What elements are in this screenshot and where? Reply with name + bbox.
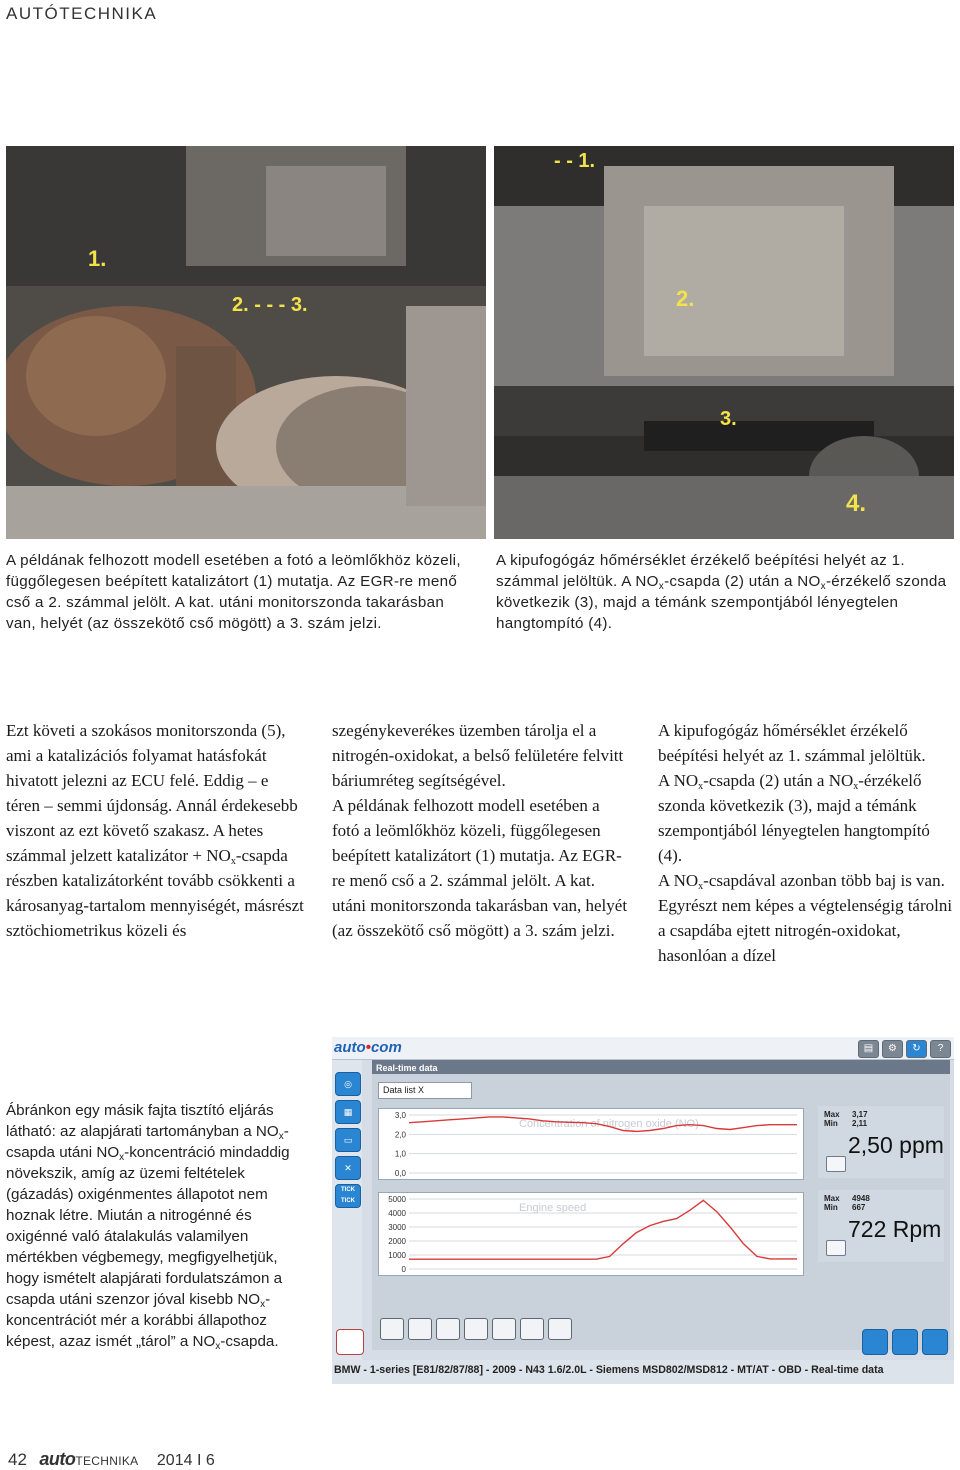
column-2-text-a: szegénykeverékes üzemben tárolja el a nitrogén-oxidokat, a belső felületére felvitt báriumréteg segítségével. [332,721,624,790]
rpm-current-value: 722 Rpm [848,1216,942,1242]
min-value: 2,11 [852,1119,868,1128]
tick-tick-button[interactable]: TICK TICK [335,1184,361,1208]
section-title: AUTÓTECHNIKA [6,4,158,23]
stop-icon[interactable] [436,1318,460,1340]
column-3-text-c2: -csapdával azonban több baj is van. Egyrészt nem képes a végtelenségig tárolni a csapdába ejtett nitrogén-oxidokat, hasonlóan a dízel [658,871,953,965]
min-value: 667 [852,1203,866,1212]
chart-title: Concentration of nitrogen oxide (NO) [519,1118,699,1130]
column-3-text-b1: A NO [658,771,699,790]
car-icon[interactable]: ◎ [335,1072,361,1096]
y-tick-label: 0,0 [394,1169,406,1178]
page-footer [8,1449,215,1470]
ecu-icon[interactable]: ▦ [335,1100,361,1124]
photo-label-1: 1. [88,246,107,271]
y-tick-label: 5000 [388,1195,406,1204]
photo-label-2-3: 2. - - - 3. [232,294,308,316]
page-number: 42 [8,1450,27,1469]
y-tick-label: 1,0 [394,1149,406,1159]
side-caption-t4: -koncentrációt mér a korábbi állapothoz képest, azaz ismét „tárol” a NO [6,1291,271,1350]
caption-right-part2: -csapda (2) után a NO [664,573,821,590]
photo-label-4: 4. [846,490,867,517]
no-current-value: 2,50 ppm [848,1132,944,1158]
column-3-text-b2: -csapda (2) után a NO [703,771,854,790]
subscript-x: x [278,1131,284,1142]
caption-right-part3: -érzékelő szonda következik (3), majd a témánk szempontjából lényegtelen hangtompító (4). [496,573,947,632]
status-bar-text: BMW - 1-series [E81/82/87/88] - 2009 - N43 1.6/2.0L - Siemens MSD802/MSD812 - MT/AT - OBD - Real-time data [334,1364,884,1376]
subscript-x: x [215,1341,221,1352]
y-tick-label: 2,0 [394,1130,406,1140]
engine-speed-chart [379,1193,803,1275]
app-logo: auto•com [334,1039,402,1056]
magazine-brand-suffix: TECHNIKA [75,1454,139,1468]
no-concentration-chart [379,1109,803,1179]
back-arrow-icon[interactable] [336,1329,364,1355]
caption-left-text: A példának felhozott modell esetében a fotó a leömlőkhöz közeli, függőlegesen beépített katalizátort (1) mutatja. Az EGR-re menő cső a 2. számmal jelölt. A kat. utáni monitorszonda takarásban van, helyét (az összekötő cső mögött) a 3. szám jelzi. [6,552,461,632]
print-icon[interactable]: ▤ [858,1040,879,1058]
left-toolbar [332,1060,362,1360]
subscript-x: x [698,881,704,892]
list-icon[interactable] [862,1329,888,1355]
min-label: Min [824,1119,838,1128]
side-caption-t2: -csapda utáni NO [6,1123,289,1161]
rpm-readout [818,1190,944,1262]
report-icon[interactable] [892,1329,918,1355]
photo-label-3: 3. [720,408,737,430]
y-tick-label: 1000 [388,1251,406,1260]
photo-label-1: - - 1. [554,150,596,172]
subscript-x: x [853,781,859,792]
realtime-data-panel [372,1060,950,1350]
body-column-1 [6,718,304,943]
max-label: Max [824,1110,840,1119]
side-caption-t1: Ábránkon egy másik fajta tisztító eljárás látható: az alapjárati tartományban a NO [6,1102,279,1140]
body-column-3 [658,718,954,968]
panel-title: Real-time data [376,1063,438,1073]
subscript-x: x [230,856,236,867]
data-list-select[interactable]: Data list X [378,1082,472,1099]
exhaust-photo-right [494,146,954,539]
side-caption-t3: -koncentráció mindaddig növekszik, amíg az üzemi feltételek (gázadás) oxigénmentes állapotot nem hoznak létre. Miután a nitrogénné és oxigénné való átalakulás valamilyen mértékben végbemegy, megfigyelhetjük, hogy ismételt alapjárati fordulatszámon a csapda utáni szenzor jóval kisebb NO [6,1144,290,1308]
series-line [409,1200,797,1259]
subscript-x: x [698,781,704,792]
body-column-2 [332,718,630,943]
subscript-x: x [260,1299,266,1310]
side-caption-t5: -csapda. [220,1333,279,1350]
engine-photo-left [6,146,486,539]
refresh-icon[interactable]: ↻ [906,1040,927,1058]
skip-forward-icon[interactable] [520,1318,544,1340]
document-icon[interactable]: ▭ [335,1128,361,1152]
subscript-x: x [820,581,826,592]
tools-icon[interactable]: ✕ [335,1156,361,1180]
column-3-text-b3: -érzékelő szonda következik (3), majd a témánk szempontjából lényegtelen hangtompító (4). [658,771,930,865]
column-2-text-b: A példának felhozott modell esetében a fotó a leömlőkhöz közeli, függőlegesen beépített katalizátort (1) mutatja. Az EGR-re menő cső a 2. számmal jelölt. A kat. utáni monitorszonda takarásban van, helyét (az összekötő cső mögött) a 3. szám jelzi. [332,796,628,940]
chart-title: Engine speed [519,1202,587,1214]
forward-icon[interactable] [492,1318,516,1340]
subscript-x: x [119,1152,125,1163]
diagnostic-screenshot [332,1037,954,1384]
photo-caption-left [6,550,468,634]
app-toolbar [332,1037,954,1060]
play-icon[interactable] [464,1318,488,1340]
info-icon[interactable] [922,1329,948,1355]
max-label: Max [824,1194,840,1203]
no-concentration-graph [378,1108,804,1180]
column-3-text-c1: A NO [658,871,699,890]
caption-right-part1: A kipufogógáz hőmérséklet érzékelő beépítési helyét az 1. számmal jelöltük. A NO [496,552,905,590]
settings-icon[interactable]: ⚙ [882,1040,903,1058]
y-tick-label: 3,0 [394,1111,406,1120]
y-tick-label: 2000 [388,1237,406,1246]
camera-icon[interactable] [826,1240,846,1256]
help-icon[interactable]: ? [930,1040,951,1058]
y-tick-label: 0 [401,1265,406,1274]
issue-number: 2014 I 6 [156,1452,215,1469]
screenshot-caption [6,1100,302,1352]
trash-icon[interactable] [548,1318,572,1340]
y-tick-label: 4000 [388,1209,406,1218]
camera-icon[interactable] [826,1156,846,1172]
magazine-brand: auto [39,1449,76,1469]
no-readout [818,1106,944,1178]
min-label: Min [824,1203,838,1212]
skip-back-icon[interactable] [380,1318,404,1340]
engine-speed-graph [378,1192,804,1276]
photo-label-2: 2. [676,286,695,311]
rewind-icon[interactable] [408,1318,432,1340]
column-3-text-a: A kipufogógáz hőmérséklet érzékelő beépítési helyét az 1. számmal jelöltük. [658,721,926,765]
y-tick-label: 3000 [388,1223,406,1232]
column-1-text-b: -csapda részben katalizátorként tovább csökkenti a károsanyag-tartalom mennyiségét, másrészt sztöchiometrikus közeli és [6,846,304,940]
status-bar [332,1360,954,1384]
column-1-text-a: Ezt követi a szokásos monitorszonda (5), ami a katalizációs folyamat hatásfokát hivatott jelezni az ECU felé. Eddig – e téren – semmi újdonság. Annál érdekesebb viszont az ezt követő szakasz. A hetes számmal jelzett katalizátor + NO [6,721,298,865]
subscript-x: x [658,581,665,592]
max-value: 4948 [852,1194,870,1203]
photo-caption-right [496,550,956,634]
max-value: 3,17 [852,1110,868,1119]
